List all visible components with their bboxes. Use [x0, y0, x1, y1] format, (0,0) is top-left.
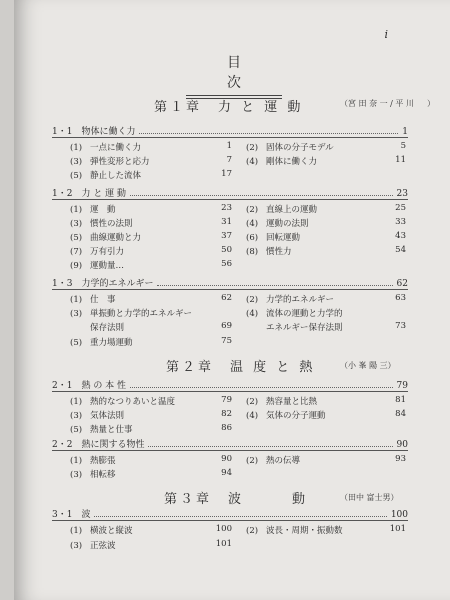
toc-item: (5) 曲線運動と力 [70, 233, 142, 243]
toc-item: (5) 重力場運動 [70, 338, 133, 348]
toc-title: 目 次 [227, 55, 295, 91]
section-title: 1・2 力 と 運 動 [52, 189, 127, 199]
item-page: 62 [221, 293, 232, 303]
leader-dots [130, 387, 393, 388]
item-page: 31 [221, 217, 232, 227]
toc-item: (3) 正弦波 [70, 541, 116, 551]
item-page: 101 [389, 524, 406, 534]
section-rule [52, 450, 408, 451]
toc-item: (2) 熱容量と比熱 [246, 397, 318, 407]
chapter-1-author: （宮 田 奈 一 / 平 川 ） [340, 99, 436, 108]
section-page: 79 [396, 381, 408, 391]
toc-item: (2) 力学的エネルギー [246, 295, 335, 305]
leader-dots [148, 446, 392, 447]
section-1-3 [52, 276, 408, 289]
toc-title-block [186, 52, 295, 99]
toc-item: (9) 運動量… [70, 261, 125, 271]
item-page: 37 [221, 231, 232, 241]
section-page: 1 [402, 127, 408, 137]
toc-item: (4) 剛体に働く力 [246, 157, 318, 167]
section-1-1 [52, 124, 408, 137]
toc-item: (1) 運 動 [70, 205, 116, 215]
toc-item: (4) 気体の分子運動 [246, 411, 326, 421]
item-page: 84 [395, 409, 406, 419]
item-page: 5 [400, 141, 406, 151]
section-rule [52, 199, 408, 200]
toc-item: (3) 相転移 [70, 470, 116, 480]
leader-dots [130, 195, 393, 196]
toc-item: (5) 熱量と仕事 [70, 425, 133, 435]
toc-item-continued: エネルギー保存法則 [266, 323, 343, 333]
toc-item: (5) 静止した流体 [70, 171, 142, 181]
toc-item: (3) 慣性の法則 [70, 219, 133, 229]
toc-item: (1) 一点に働く力 [70, 143, 142, 153]
section-rule [52, 520, 408, 521]
toc-item: (2) 固体の分子モデル [246, 143, 334, 153]
toc-item: (8) 慣性力 [246, 247, 292, 257]
toc-item: (2) 熱の伝導 [246, 456, 301, 466]
item-page: 56 [221, 259, 232, 269]
item-page: 43 [395, 231, 406, 241]
toc-item: (7) 万有引力 [70, 247, 125, 257]
section-title: 2・2 熱に関する物性 [52, 440, 145, 450]
section-rule [52, 391, 408, 392]
section-page: 23 [396, 189, 408, 199]
section-page: 90 [396, 440, 408, 450]
item-page: 100 [215, 524, 232, 534]
section-rule [52, 137, 408, 138]
chapter-2-author: （小 峯 陽 三） [340, 361, 396, 370]
item-page: 82 [221, 409, 232, 419]
item-page: 93 [395, 454, 406, 464]
item-page: 11 [395, 155, 406, 165]
section-2-2 [52, 437, 408, 450]
section-page: 100 [390, 510, 408, 520]
section-2-1 [52, 378, 408, 391]
section-title: 1・3 力学的エネルギー [52, 279, 154, 289]
chapter-3-heading: 第３章 波 動 [164, 492, 309, 507]
toc-item-continued: 保存法則 [90, 323, 125, 333]
section-page: 62 [396, 279, 408, 289]
page-number: i [384, 28, 388, 41]
chapter-2-heading: 第２章 温 度 と 熱 [166, 360, 316, 375]
leader-dots [157, 285, 392, 286]
toc-item: (2) 直線上の運動 [246, 205, 318, 215]
item-page: 33 [395, 217, 406, 227]
item-page: 54 [395, 245, 406, 255]
toc-item: (3) 気体法則 [70, 411, 125, 421]
item-page: 25 [395, 203, 406, 213]
section-3-1 [52, 507, 408, 520]
toc-item: (4) 流体の運動と力学的 [246, 309, 343, 319]
toc-item: (1) 横波と縦波 [70, 526, 133, 536]
item-page: 75 [221, 336, 232, 346]
leader-dots [139, 133, 398, 134]
item-page: 69 [221, 321, 232, 331]
item-page: 90 [221, 454, 232, 464]
item-page: 86 [221, 423, 232, 433]
item-page: 79 [221, 395, 232, 405]
toc-item: (1) 熱的なつりあいと温度 [70, 397, 176, 407]
toc-item: (1) 熱膨張 [70, 456, 116, 466]
item-page: 17 [221, 169, 232, 179]
item-page: 50 [221, 245, 232, 255]
item-page: 81 [395, 395, 406, 405]
section-rule [52, 289, 408, 290]
item-page: 1 [226, 141, 232, 151]
section-title: 1・1 物体に働く力 [52, 127, 136, 137]
item-page: 101 [215, 539, 232, 549]
item-page: 73 [395, 321, 406, 331]
toc-item: (4) 運動の法則 [246, 219, 309, 229]
item-page: 63 [395, 293, 406, 303]
section-title: 2・1 熱 の 本 性 [52, 381, 127, 391]
toc-item: (6) 回転運動 [246, 233, 301, 243]
leader-dots [94, 516, 386, 517]
toc-item: (3) 単振動と力学的エネルギー [70, 309, 193, 319]
toc-item: (2) 波長・周期・振動数 [246, 526, 343, 536]
item-page: 7 [226, 155, 232, 165]
toc-item: (1) 仕 事 [70, 295, 116, 305]
chapter-1-heading: 第１章 力 と 運 動 [154, 100, 304, 115]
section-title: 3・1 波 [52, 510, 91, 520]
item-page: 23 [221, 203, 232, 213]
item-page: 94 [221, 468, 232, 478]
book-page [14, 0, 450, 600]
chapter-3-author: （田中 富士男） [340, 493, 399, 502]
section-1-2 [52, 186, 408, 199]
toc-item: (3) 弾性変形と応力 [70, 157, 150, 167]
